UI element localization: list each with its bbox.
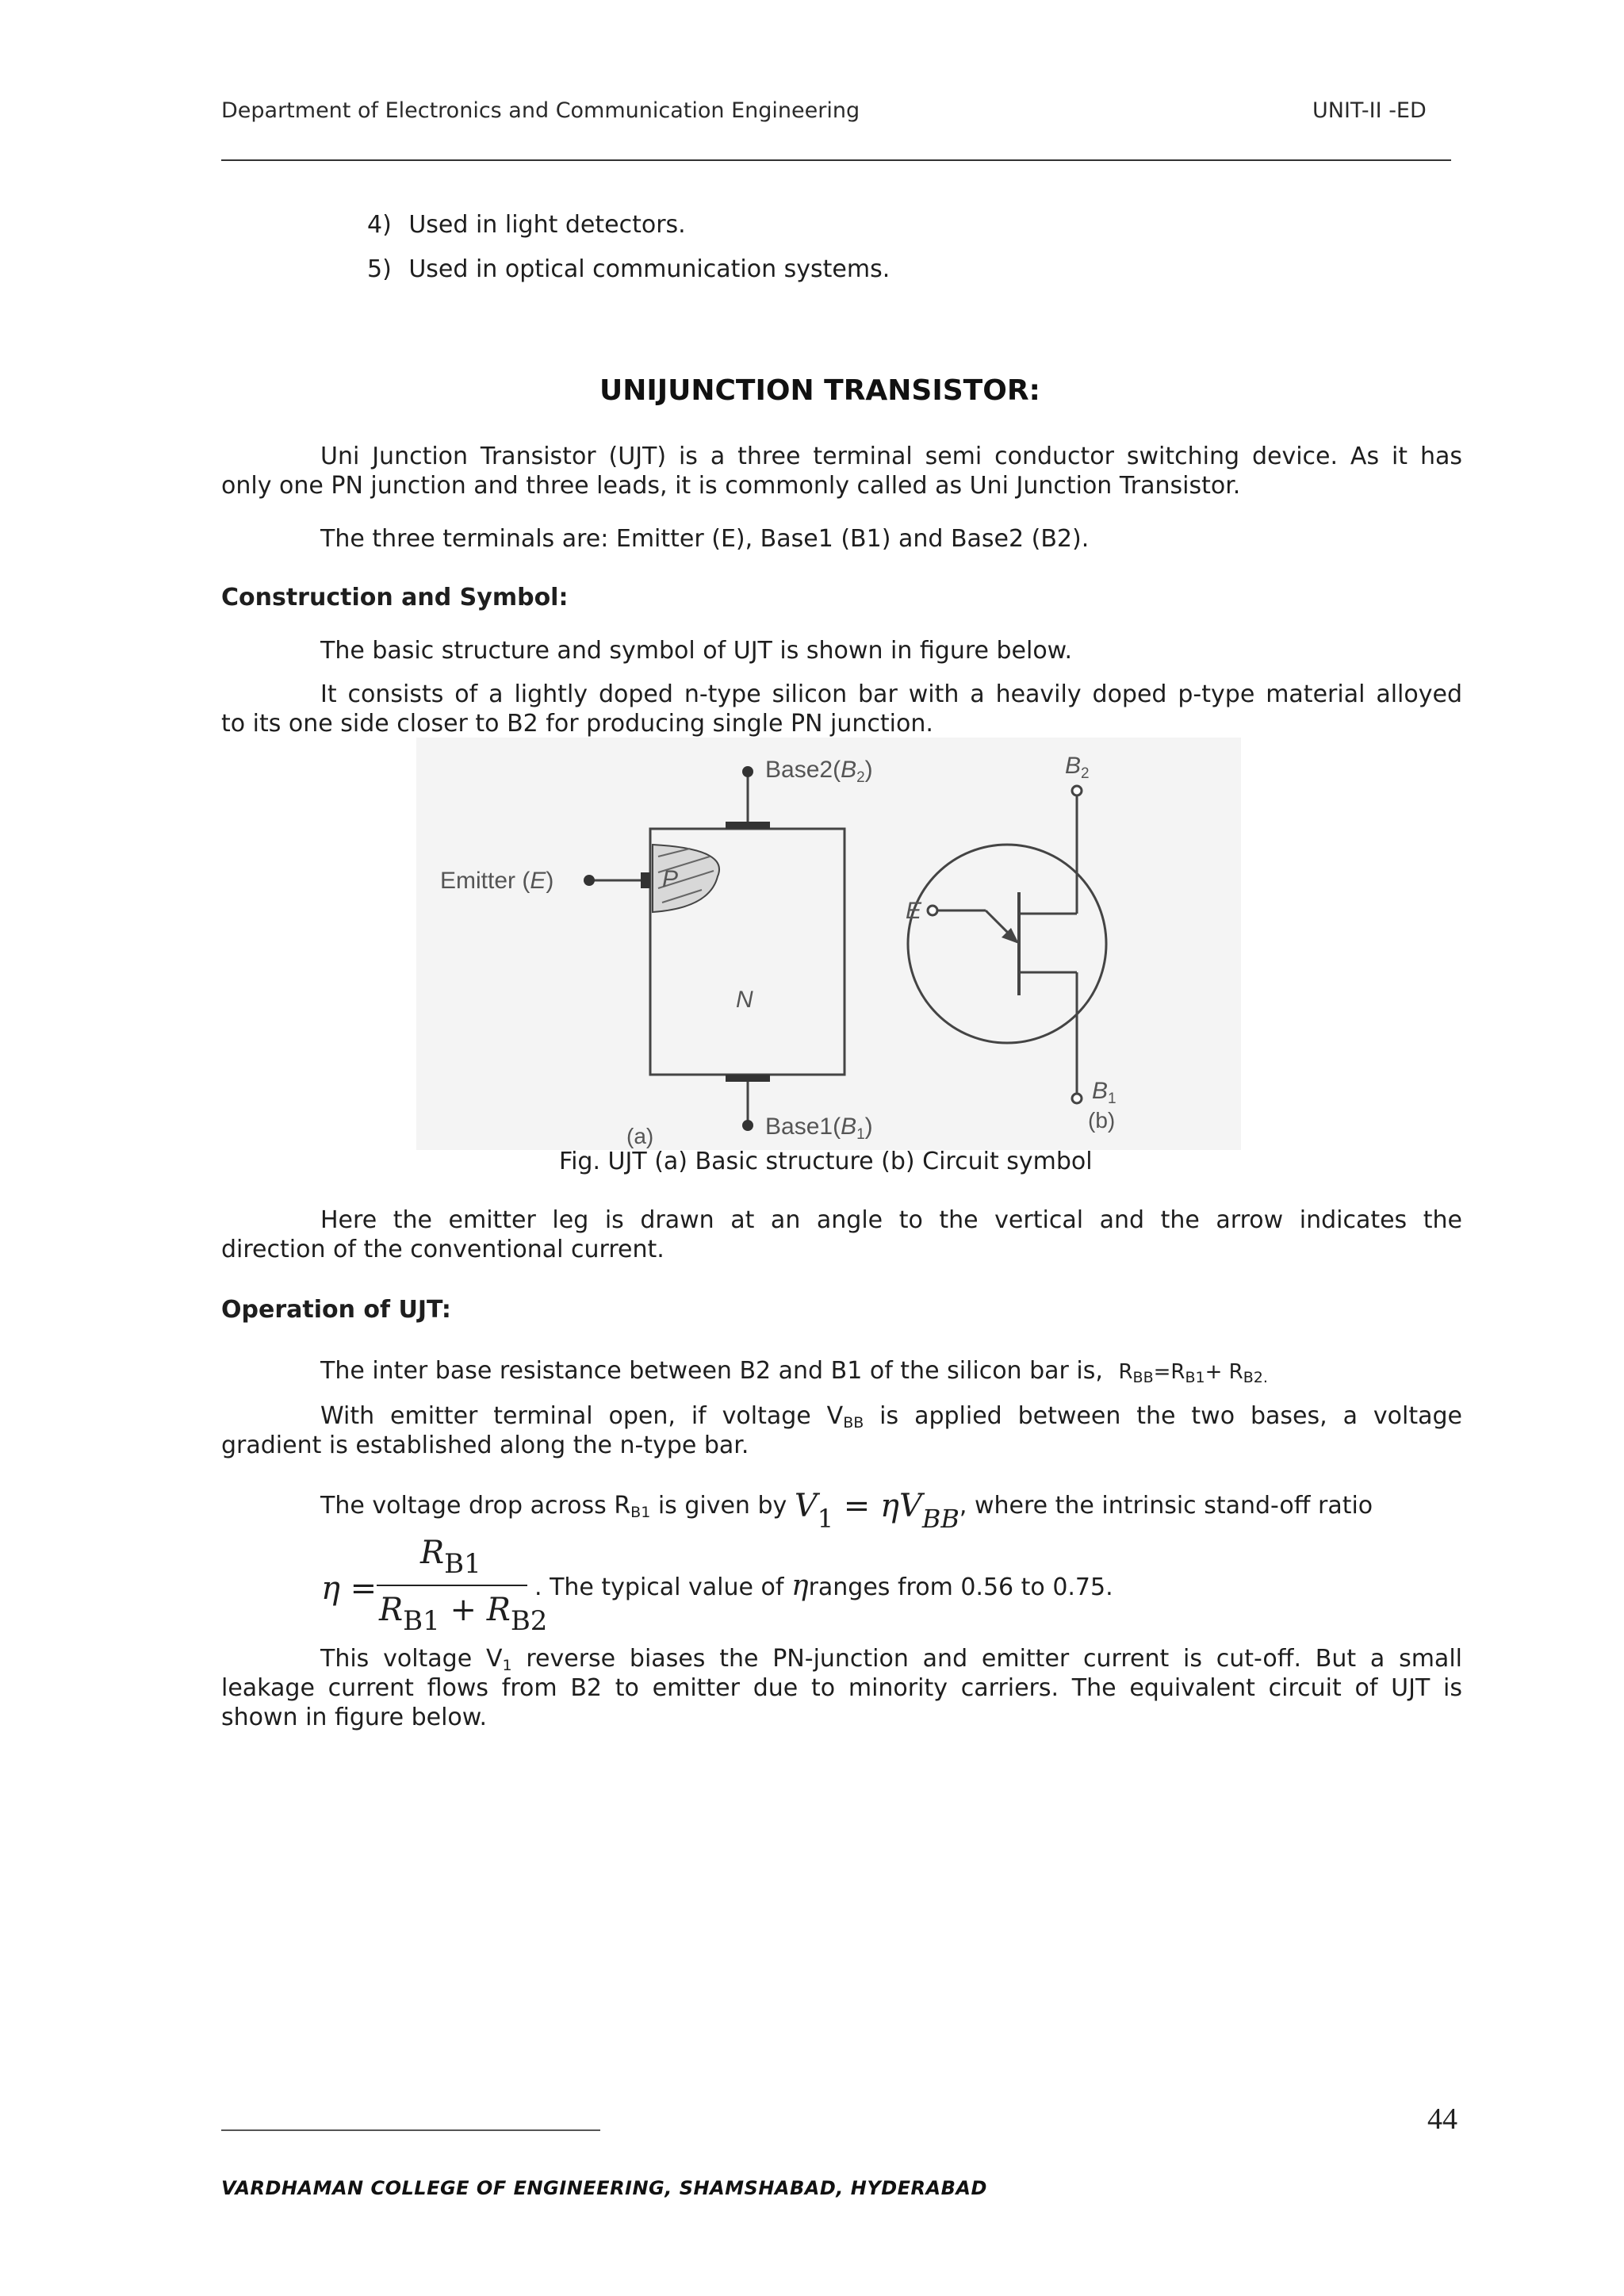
b2-label: $B_2$ <box>1065 753 1090 782</box>
eta-inline: η <box>791 1570 809 1602</box>
list-text: Used in light detectors. <box>408 211 686 239</box>
b2-terminal <box>1072 786 1082 795</box>
construction-p2-line1: It consists of a lightly doped n-type silicon bar with a heavily doped p-type material alloyed <box>320 680 1462 708</box>
construction-heading: Construction and Symbol: <box>221 584 569 611</box>
base2-label: $Base2(B_2)$ <box>765 757 873 786</box>
header-department: Department of Electronics and Communication Engineering <box>221 98 860 123</box>
college-name: VARDHAMAN COLLEGE OF ENGINEERING, SHAMSHABAD, HYDERABAD <box>221 2177 987 2199</box>
emitter-label: Emitter (E) <box>440 868 554 894</box>
e-label: E <box>906 898 922 924</box>
header-unit: UNIT-II -ED <box>1312 98 1427 123</box>
reverse-bias-line1: This voltage $V_1$ reverse biases the PN-junction and emitter current is cut-off. But a small <box>320 1645 1462 1674</box>
b1-label: $B_1$ <box>1092 1078 1116 1107</box>
eta-range-text: . The typical value of ηranges from 0.56 to 0.75. <box>534 1570 1113 1602</box>
header-rule <box>221 159 1451 161</box>
figure-background <box>416 738 1241 1150</box>
list-item <box>367 255 890 284</box>
section-title: UNIJUNCTION TRANSISTOR: <box>599 374 1040 407</box>
p-region-label: P <box>662 866 679 892</box>
list-text: Used in optical communication systems. <box>408 255 891 283</box>
construction-p2-line2: to its one side closer to B2 for producing single PN junction. <box>221 710 933 738</box>
eta-denominator: $R_{B1} + R_{B2}$ <box>379 1592 548 1637</box>
base2-terminal <box>742 766 753 777</box>
list-number: 5) <box>367 255 392 283</box>
emitter-contact <box>641 872 650 888</box>
fraction-bar <box>377 1585 527 1586</box>
part-b-label: (b) <box>1088 1108 1116 1133</box>
list-item <box>367 210 686 240</box>
operation-heading: Operation of UJT: <box>221 1296 451 1324</box>
construction-p1: The basic structure and symbol of UJT is shown in figure below. <box>320 637 1073 665</box>
list-number: 4) <box>367 211 392 239</box>
figure-caption: Fig. UJT (a) Basic structure (b) Circuit symbol <box>559 1148 1093 1175</box>
voltage-gradient-line2: gradient is established along the n-type bar. <box>221 1432 749 1459</box>
ujt-figure <box>416 738 1241 1150</box>
reverse-bias-line2: leakage current flows from B2 to emitter due to minority carriers. The equivalent circuit of UJT is <box>221 1674 1462 1702</box>
emitter-terminal <box>584 875 595 886</box>
rbb-paragraph <box>320 1356 1268 1393</box>
rbb-formula: $R_{BB}=R_{B1}+ R_{B2.}$ <box>1118 1360 1268 1386</box>
terminals-text: The three terminals are: Emitter (E), Base1 (B1) and Base2 (B2). <box>320 525 1090 553</box>
intro-line-1: Uni Junction Transistor (UJT) is a three terminal semi conductor switching device. As it has <box>320 443 1462 470</box>
footer-rule <box>221 2129 600 2131</box>
v1-formula: $V_1 = \eta V_{BB}$ <box>794 1488 959 1534</box>
eta-numerator: $R_{B1}$ <box>420 1535 481 1580</box>
intro-line-2: only one PN junction and three leads, it is commonly called as Uni Junction Transistor. <box>221 472 1241 500</box>
page-number: 44 <box>1427 2102 1457 2136</box>
base1-contact <box>726 1075 770 1082</box>
base1-terminal <box>742 1120 753 1131</box>
base2-contact <box>726 822 770 829</box>
eta-symbol: η = <box>321 1570 377 1607</box>
n-region-label: N <box>736 987 753 1013</box>
reverse-bias-line3: shown in figure below. <box>221 1704 488 1731</box>
base1-label: $Base1(B_1)$ <box>765 1114 873 1143</box>
voltage-gradient-line1: With emitter terminal open, if voltage $V_{BB}$ is applied between the two bases, a voltage <box>320 1402 1462 1432</box>
voltage-drop-line: The voltage drop across $R_{B1}$ is given by $V_1 = \eta V_{BB}$, where the intrinsic stand-off ratio <box>320 1488 1373 1534</box>
emitter-note-line1: Here the emitter leg is drawn at an angle to the vertical and the arrow indicates the <box>320 1206 1462 1234</box>
e-terminal <box>928 906 937 915</box>
part-a-label: (a) <box>626 1124 654 1148</box>
b1-terminal <box>1072 1094 1082 1103</box>
emitter-note-line2: direction of the conventional current. <box>221 1236 665 1263</box>
rbb-text: The inter base resistance between B2 and B1 of the silicon bar is, <box>320 1357 1103 1385</box>
